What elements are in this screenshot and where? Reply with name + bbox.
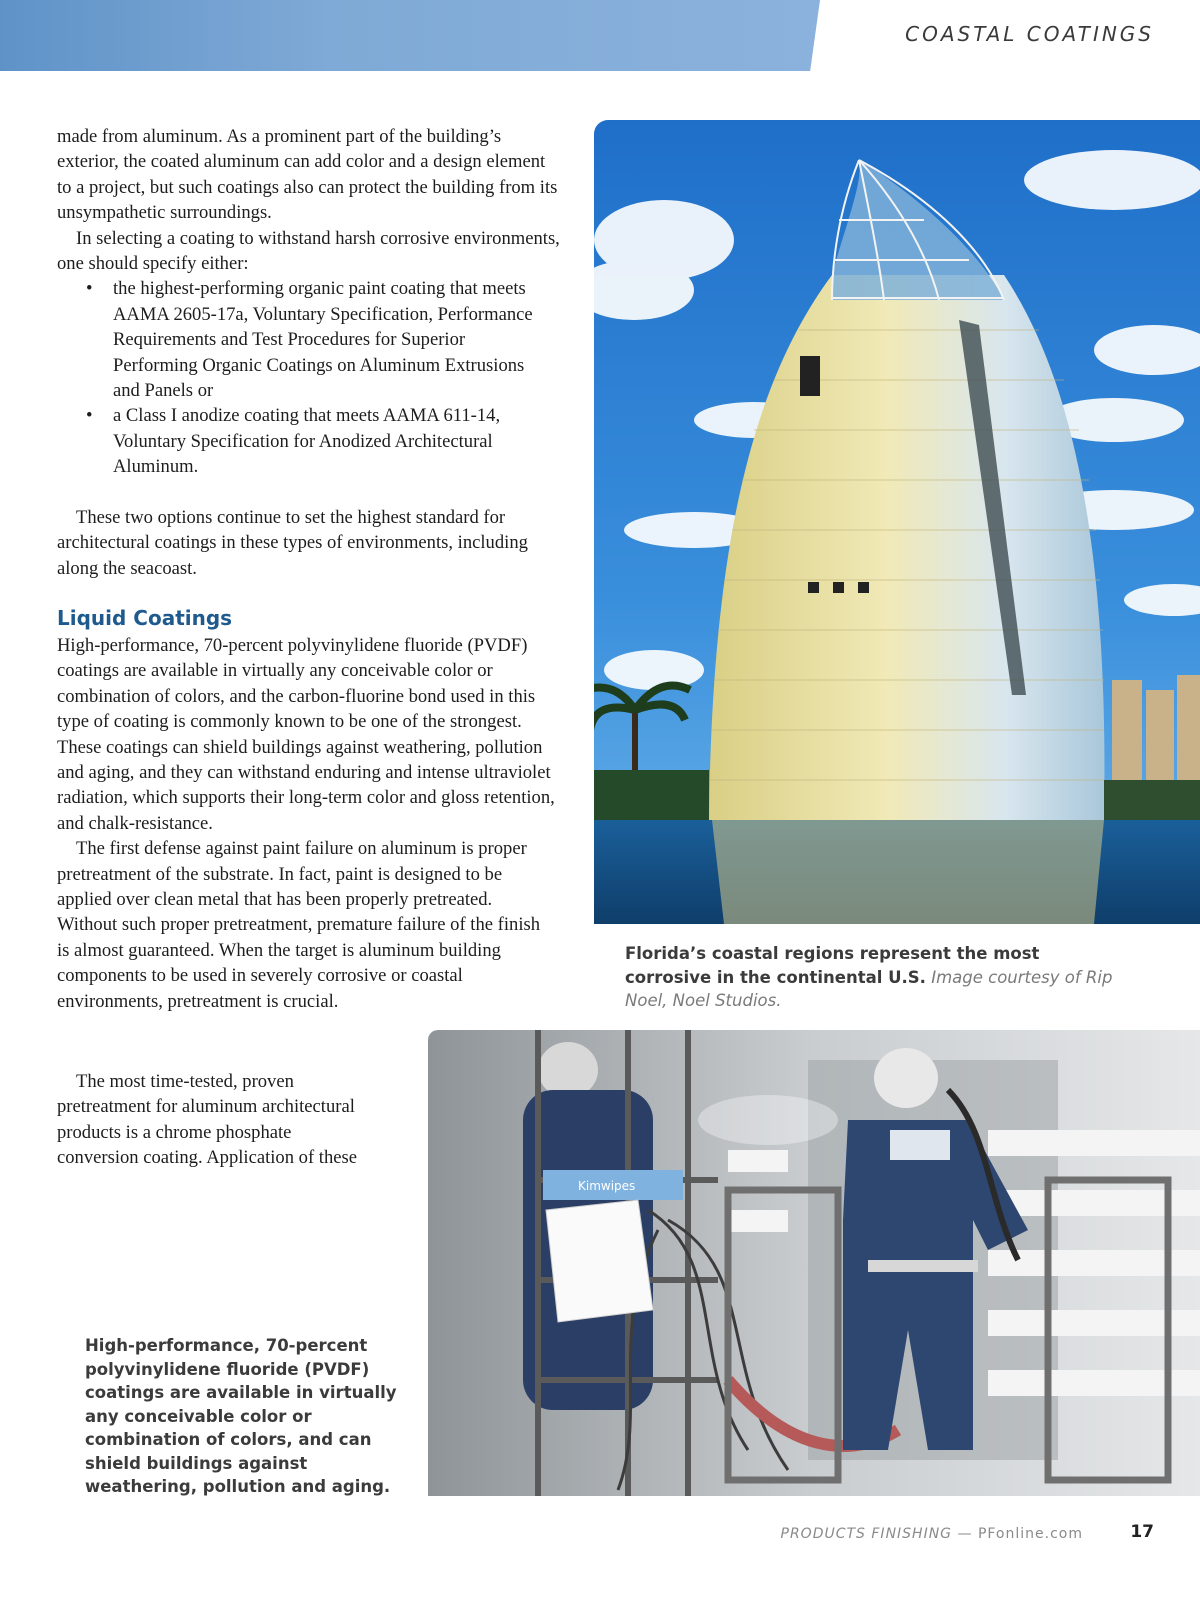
paragraph-1: made from aluminum. As a prominent part of the building’s exterior, the coated aluminum can add color and a design element to a project, but such coatings also can protect the building from its unsympathetic surroundings. [57,126,558,224]
article-lower-text [57,633,577,1014]
footer-separator: — [952,1526,978,1542]
kimwipes-label: Kimwipes [578,1179,636,1193]
tower-window [800,356,820,396]
paragraph-2: In selecting a coating to withstand harsh corrosive environments, one should specify either: [57,227,560,275]
section-label: COASTAL COATINGS [905,22,1154,46]
tower-illustration [594,120,1200,924]
paragraph-5: The first defense against paint failure on aluminum is proper pretreatment of the substrate. In fact, paint is designed to be applied over clean metal that has been properly pretreated. Without such proper pretreatment, premature failure of the finish is almost guaranteed. When the target is aluminum building components to be used in severely corrosive or coastal environments, pretreatment is crucial. [57,838,541,1012]
spray-mist [698,1095,838,1145]
caption-bold: Florida’s coastal regions represent the most corrosive in the continental U.S. [625,944,1040,987]
bullet-item: • a Class I anodize coating that meets AAMA 611-14, Voluntary Specification for Anodized Architectural Aluminum. [113,403,553,479]
tower-photo [594,120,1200,924]
spec-bullet-list [57,276,553,479]
tower-small-window [858,582,869,593]
paragraph-5-top [57,836,547,1014]
footer-website: PFonline.com [977,1526,1083,1542]
clipboard-paper [546,1200,653,1322]
tower-small-window [833,582,844,593]
section-heading: Liquid Coatings [57,606,233,630]
tower-caption [625,942,1125,1013]
article-mid-text [57,505,577,581]
tower-small-window [808,582,819,593]
spray-booth-illustration [428,1030,1200,1496]
caption-credit: Image courtesy of Rip Noel, Noel Studios. [625,967,1113,1010]
article-upper-text [57,124,577,480]
shoreline-trees [1104,780,1200,825]
paragraph-3: These two options continue to set the highest standard for architectural coatings in these types of environments, including along the seacoast. [57,507,528,579]
paragraph-6: The most time-tested, proven pretreatment for aluminum architectural products is a chrome phosphate conversion coating. Application of these [57,1071,358,1169]
page-number: 17 [1130,1522,1154,1542]
tower-reflection [712,820,1104,924]
paragraph-4: High-performance, 70-percent polyvinylidene fluoride (PVDF) coatings are available in virtually any conceivable color or combination of colors, and the carbon-fluorine bond used in this type of coating is commonly known to be one of the strongest. These coatings can shield buildings against weathering, pollution and aging, and they can withstand enduring and intense ultraviolet radiation, which supports their long-term color and gloss retention, and chalk-resistance. [57,635,555,834]
bullet-item: • the highest-performing organic paint coating that meets AAMA 2605-17a, Voluntary Specification, Performance Requirements and Test Procedures for Superior Performing Organic Coatings on Aluminum Extrusions and Panels or [113,276,553,403]
footer [781,1526,1084,1542]
spray-booth-photo [428,1030,1200,1496]
header-band [0,0,820,71]
article-narrow-text [57,1069,377,1171]
pull-quote: High-performance, 70-percent polyvinylidene fluoride (PVDF) coatings are available in virtually any conceivable color or combination of colors, and can shield buildings against weathering, pollution and aging. [85,1336,397,1496]
footer-publication: PRODUCTS FINISHING [780,1526,953,1542]
